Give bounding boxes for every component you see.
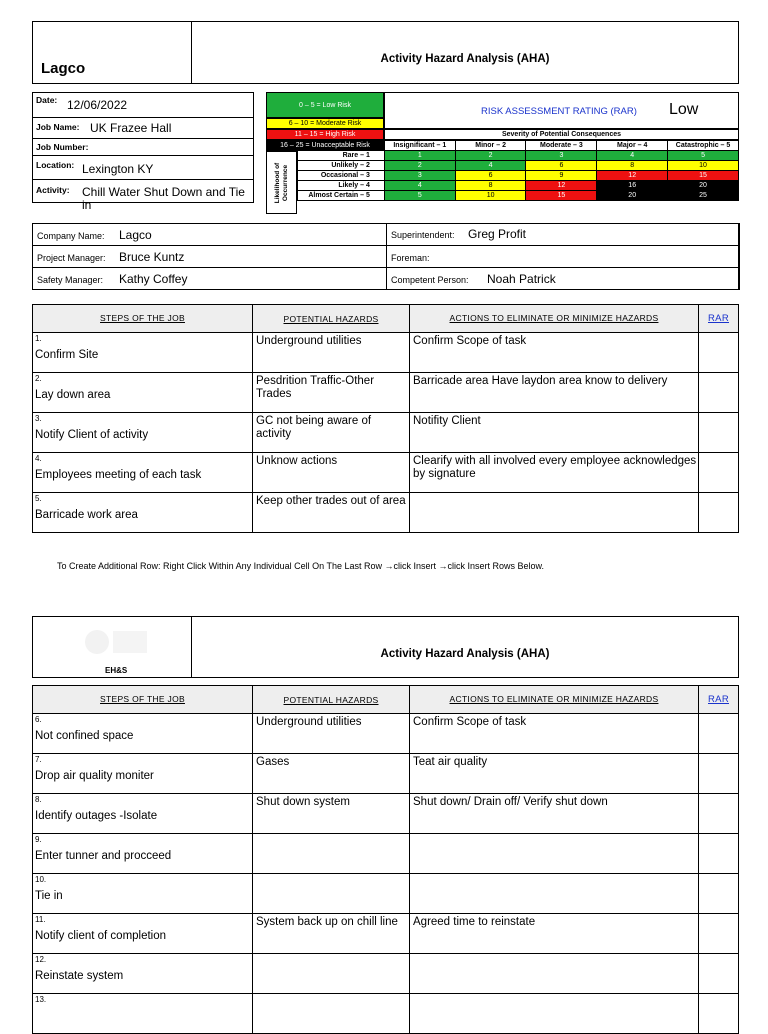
page-title: Activity Hazard Analysis (AHA) <box>380 53 550 65</box>
step-text: Barricade work area <box>35 509 138 521</box>
superintendent-row <box>386 223 740 246</box>
step-cell[interactable] <box>32 913 253 954</box>
matrix-cell: 20 <box>597 191 668 201</box>
rar-cell[interactable] <box>698 913 739 954</box>
severity-header: Major – 4 <box>597 141 668 151</box>
company-logo: Lagco <box>41 60 86 77</box>
competent-person-row <box>386 267 740 290</box>
step-text: Tie in <box>35 890 63 902</box>
action-text: Shut down/ Drain off/ Verify shut down <box>413 796 608 808</box>
matrix-row <box>298 151 739 161</box>
rar-cell[interactable] <box>698 833 739 874</box>
rar-cell[interactable] <box>698 452 739 493</box>
step-text: Reinstate system <box>35 970 124 982</box>
matrix-cell: 25 <box>668 191 739 201</box>
steps-table-1 <box>32 304 739 533</box>
severity-header: Moderate – 3 <box>526 141 597 151</box>
matrix-row <box>298 161 739 171</box>
job-name-value[interactable]: UK Frazee Hall <box>90 121 172 135</box>
col-actions-header <box>409 304 699 333</box>
hazard-text: Keep other trades out of area <box>256 495 406 507</box>
step-number: 6. <box>35 715 42 724</box>
step-number: 13. <box>35 995 47 1004</box>
action-cell[interactable] <box>409 713 699 754</box>
job-name-row <box>32 117 254 139</box>
severity-header: Catastrophic – 5 <box>668 141 739 151</box>
step-number: 4. <box>35 454 42 463</box>
competent-person-label: Competent Person: <box>391 275 469 285</box>
matrix-cell: 4 <box>455 161 526 171</box>
action-cell[interactable] <box>409 412 699 453</box>
rar-cell[interactable] <box>698 492 739 533</box>
step-text: Drop air quality moniter <box>35 770 154 782</box>
likelihood-header: Occasional – 3 <box>298 171 385 181</box>
matrix-cell: 8 <box>455 181 526 191</box>
company-name-row <box>32 223 387 246</box>
matrix-cell: 16 <box>597 181 668 191</box>
header2-logo-box <box>32 616 192 678</box>
date-value[interactable]: 12/06/2022 <box>67 98 128 112</box>
step-text: Notify client of completion <box>35 930 167 942</box>
rar-cell[interactable] <box>698 332 739 373</box>
rar-cell[interactable] <box>698 713 739 754</box>
action-cell[interactable] <box>409 492 699 533</box>
project-manager-value[interactable]: Bruce Kuntz <box>119 250 185 264</box>
legend-moderate-text: 6 – 10 = Moderate Risk <box>288 120 362 127</box>
rar-cell[interactable] <box>698 793 739 834</box>
rar-rating[interactable]: Low <box>669 101 699 118</box>
step-cell[interactable] <box>32 953 253 994</box>
hazard-text: Underground utilities <box>256 716 362 728</box>
hazard-cell[interactable] <box>252 492 410 533</box>
matrix-cell: 9 <box>526 171 597 181</box>
risk-matrix <box>297 140 739 201</box>
step-cell[interactable] <box>32 753 253 794</box>
hazard-text: Unknow actions <box>256 455 338 467</box>
hazard-text: Underground utilities <box>256 335 362 347</box>
step-cell[interactable] <box>32 372 253 413</box>
hazard-cell[interactable] <box>252 913 410 954</box>
likelihood-header: Almost Certain – 5 <box>298 191 385 201</box>
likelihood-label: Likelihood of Occurrence <box>273 162 289 203</box>
step-cell[interactable] <box>32 873 253 914</box>
legend-low-text: 0 – 5 = Low Risk <box>299 101 351 109</box>
superintendent-value[interactable]: Greg Profit <box>468 227 527 241</box>
col-steps-header <box>32 304 253 333</box>
matrix-cell: 12 <box>597 171 668 181</box>
severity-row <box>298 141 739 151</box>
hazard-cell[interactable] <box>252 372 410 413</box>
hazard-cell[interactable] <box>252 873 410 914</box>
header-logo-box <box>32 21 192 84</box>
step-number: 9. <box>35 835 42 844</box>
col-steps-label: STEPS OF THE JOB <box>100 313 185 323</box>
safety-manager-row <box>32 267 387 290</box>
hazard-cell[interactable] <box>252 753 410 794</box>
rar-cell[interactable] <box>698 993 739 1034</box>
people-block <box>32 223 739 290</box>
rar-cell[interactable] <box>698 873 739 914</box>
matrix-cell: 5 <box>384 191 455 201</box>
step-number: 2. <box>35 374 42 383</box>
severity-header: Minor – 2 <box>455 141 526 151</box>
activity-row <box>32 179 254 212</box>
rar-link-2[interactable]: RAR <box>708 694 729 705</box>
date-label: Date: <box>36 95 58 105</box>
step-cell[interactable] <box>32 833 253 874</box>
company-name-value[interactable]: Lagco <box>119 228 152 242</box>
safety-manager-value[interactable]: Kathy Coffey <box>119 272 188 286</box>
action-text: Agreed time to reinstate <box>413 916 536 928</box>
step-cell[interactable] <box>32 452 253 493</box>
severity-title <box>384 129 739 140</box>
matrix-row <box>298 181 739 191</box>
step-text: Not confined space <box>35 730 134 742</box>
hazard-cell[interactable] <box>252 452 410 493</box>
legend-moderate <box>266 118 384 129</box>
action-cell[interactable] <box>409 452 699 493</box>
matrix-cell: 3 <box>526 151 597 161</box>
severity-title-text: Severity of Potential Consequences <box>501 131 622 138</box>
legend-low <box>266 92 384 118</box>
step-number: 10. <box>35 875 47 884</box>
action-cell[interactable] <box>409 833 699 874</box>
hazard-cell[interactable] <box>252 332 410 373</box>
col-actions-header-2 <box>409 685 699 714</box>
project-manager-row <box>32 245 387 268</box>
company-logo-watermark <box>77 625 157 659</box>
step-text: Identify outages -Isolate <box>35 810 158 822</box>
rar-header <box>384 92 739 129</box>
col-hazards-header <box>252 304 410 333</box>
matrix-cell: 8 <box>597 161 668 171</box>
rar-cell[interactable] <box>698 753 739 794</box>
step-number: 12. <box>35 955 47 964</box>
location-label: Location: <box>36 160 75 170</box>
likelihood-header: Rare – 1 <box>298 151 385 161</box>
activity-label: Activity: <box>36 185 70 195</box>
col-rar-link[interactable] <box>699 313 738 324</box>
step-number: 8. <box>35 795 42 804</box>
safety-manager-label: Safety Manager: <box>37 275 104 285</box>
step-text: Notify Client of activity <box>35 429 149 441</box>
action-cell[interactable] <box>409 913 699 954</box>
matrix-cell: 6 <box>455 171 526 181</box>
step-cell[interactable] <box>32 492 253 533</box>
col-steps-header-2 <box>32 685 253 714</box>
hazard-cell[interactable] <box>252 793 410 834</box>
step-cell[interactable] <box>32 993 253 1034</box>
action-text: Confirm Scope of task <box>413 335 527 347</box>
col-hazards-label-2: POTENTIAL HAZARDS <box>283 695 379 705</box>
matrix-cell: 12 <box>526 181 597 191</box>
matrix-cell: 1 <box>384 151 455 161</box>
matrix-cell: 10 <box>455 191 526 201</box>
step-number: 1. <box>35 334 42 343</box>
date-row <box>32 92 254 118</box>
hazard-text: Gases <box>256 756 290 768</box>
matrix-cell: 15 <box>526 191 597 201</box>
likelihood-header: Unlikely – 2 <box>298 161 385 171</box>
company-name-label: Company Name: <box>37 231 105 241</box>
foreman-label: Foreman: <box>391 253 430 263</box>
action-cell[interactable] <box>409 873 699 914</box>
action-cell[interactable] <box>409 332 699 373</box>
step-cell[interactable] <box>32 332 253 373</box>
col-actions-label-2: ACTIONS TO ELIMINATE OR MINIMIZE HAZARDS <box>449 694 659 704</box>
matrix-cell: 10 <box>668 161 739 171</box>
matrix-cell: 6 <box>526 161 597 171</box>
matrix-corner <box>298 141 385 151</box>
location-row <box>32 155 254 180</box>
matrix-cell: 4 <box>597 151 668 161</box>
step-number: 3. <box>35 414 42 423</box>
rar-link[interactable]: RAR <box>708 313 729 324</box>
steps-table-2 <box>32 685 739 1024</box>
severity-header: Insignificant – 1 <box>384 141 455 151</box>
location-value[interactable]: Lexington KY <box>82 162 154 176</box>
step-number: 7. <box>35 755 42 764</box>
step-cell[interactable] <box>32 713 253 754</box>
ehs-label: EH&S <box>105 666 128 675</box>
matrix-cell: 5 <box>668 151 739 161</box>
rar-cell[interactable] <box>698 953 739 994</box>
hazard-cell[interactable] <box>252 412 410 453</box>
hazard-text: Pesdrition Traffic-Other Trades <box>256 375 375 400</box>
action-cell[interactable] <box>409 372 699 413</box>
likelihood-label-box <box>266 151 297 214</box>
matrix-cell: 2 <box>384 161 455 171</box>
header2-title-box <box>191 616 739 678</box>
action-text: Notifity Client <box>413 415 481 427</box>
step-cell[interactable] <box>32 412 253 453</box>
matrix-cell: 20 <box>668 181 739 191</box>
competent-person-value[interactable]: Noah Patrick <box>487 272 556 286</box>
matrix-cell: 2 <box>455 151 526 161</box>
legend-unacceptable-text: 16 – 25 = Unacceptable Risk <box>280 142 370 149</box>
step-text: Lay down area <box>35 389 111 401</box>
action-text: Barricade area Have laydon area know to delivery <box>413 375 668 387</box>
action-cell[interactable] <box>409 753 699 794</box>
hazard-cell[interactable] <box>252 833 410 874</box>
matrix-cell: 3 <box>384 171 455 181</box>
hazard-text: Shut down system <box>256 796 350 808</box>
hazard-text: GC not being aware of activity <box>256 415 372 440</box>
instruction-text: To Create Additional Row: Right Click Within Any Individual Cell On The Last Row →click Insert →click Insert Rows Below. <box>57 561 545 571</box>
step-text: Confirm Site <box>35 349 99 361</box>
action-cell[interactable] <box>409 793 699 834</box>
rar-title: RISK ASSESSMENT RATING (RAR) <box>481 106 637 117</box>
col-steps-label-2: STEPS OF THE JOB <box>100 694 185 704</box>
job-info-block <box>32 92 254 216</box>
col-actions-label: ACTIONS TO ELIMINATE OR MINIMIZE HAZARDS <box>449 313 659 323</box>
col-rar-header <box>698 304 739 333</box>
col-rar-link-2[interactable] <box>699 694 738 705</box>
matrix-cell: 15 <box>668 171 739 181</box>
legend-high <box>266 129 384 140</box>
hazard-text: System back up on chill line <box>256 916 398 928</box>
step-number: 5. <box>35 494 42 503</box>
step-text: Employees meeting of each task <box>35 469 202 481</box>
hazard-cell[interactable] <box>252 713 410 754</box>
step-text: Enter tunner and procceed <box>35 850 172 862</box>
step-number: 11. <box>35 915 46 924</box>
col-rar-header-2 <box>698 685 739 714</box>
header-title-box <box>191 21 739 84</box>
foreman-row <box>386 245 740 268</box>
col-hazards-label: POTENTIAL HAZARDS <box>283 314 379 324</box>
hazard-cell[interactable] <box>252 993 410 1034</box>
step-cell[interactable] <box>32 793 253 834</box>
hazard-cell[interactable] <box>252 953 410 994</box>
action-text: Clearify with all involved every employee acknowledges by signature <box>413 455 697 480</box>
job-name-label: Job Name: <box>36 122 80 132</box>
action-text: Confirm Scope of task <box>413 716 527 728</box>
action-cell[interactable] <box>409 953 699 994</box>
page-title-2: Activity Hazard Analysis (AHA) <box>380 648 550 660</box>
rar-cell[interactable] <box>698 412 739 453</box>
action-text: Teat air quality <box>413 756 488 768</box>
job-number-label: Job Number: <box>36 142 89 152</box>
rar-cell[interactable] <box>698 372 739 413</box>
action-cell[interactable] <box>409 993 699 1034</box>
matrix-row <box>298 191 739 201</box>
likelihood-header: Likely – 4 <box>298 181 385 191</box>
job-number-row <box>32 138 254 156</box>
project-manager-label: Project Manager: <box>37 253 106 263</box>
matrix-cell: 4 <box>384 181 455 191</box>
activity-value[interactable]: Chill Water Shut Down and Tie in <box>82 185 245 212</box>
legend-high-text: 11 – 15 = High Risk <box>294 131 356 138</box>
matrix-row <box>298 171 739 181</box>
superintendent-label: Superintendent: <box>391 230 455 240</box>
col-hazards-header-2 <box>252 685 410 714</box>
